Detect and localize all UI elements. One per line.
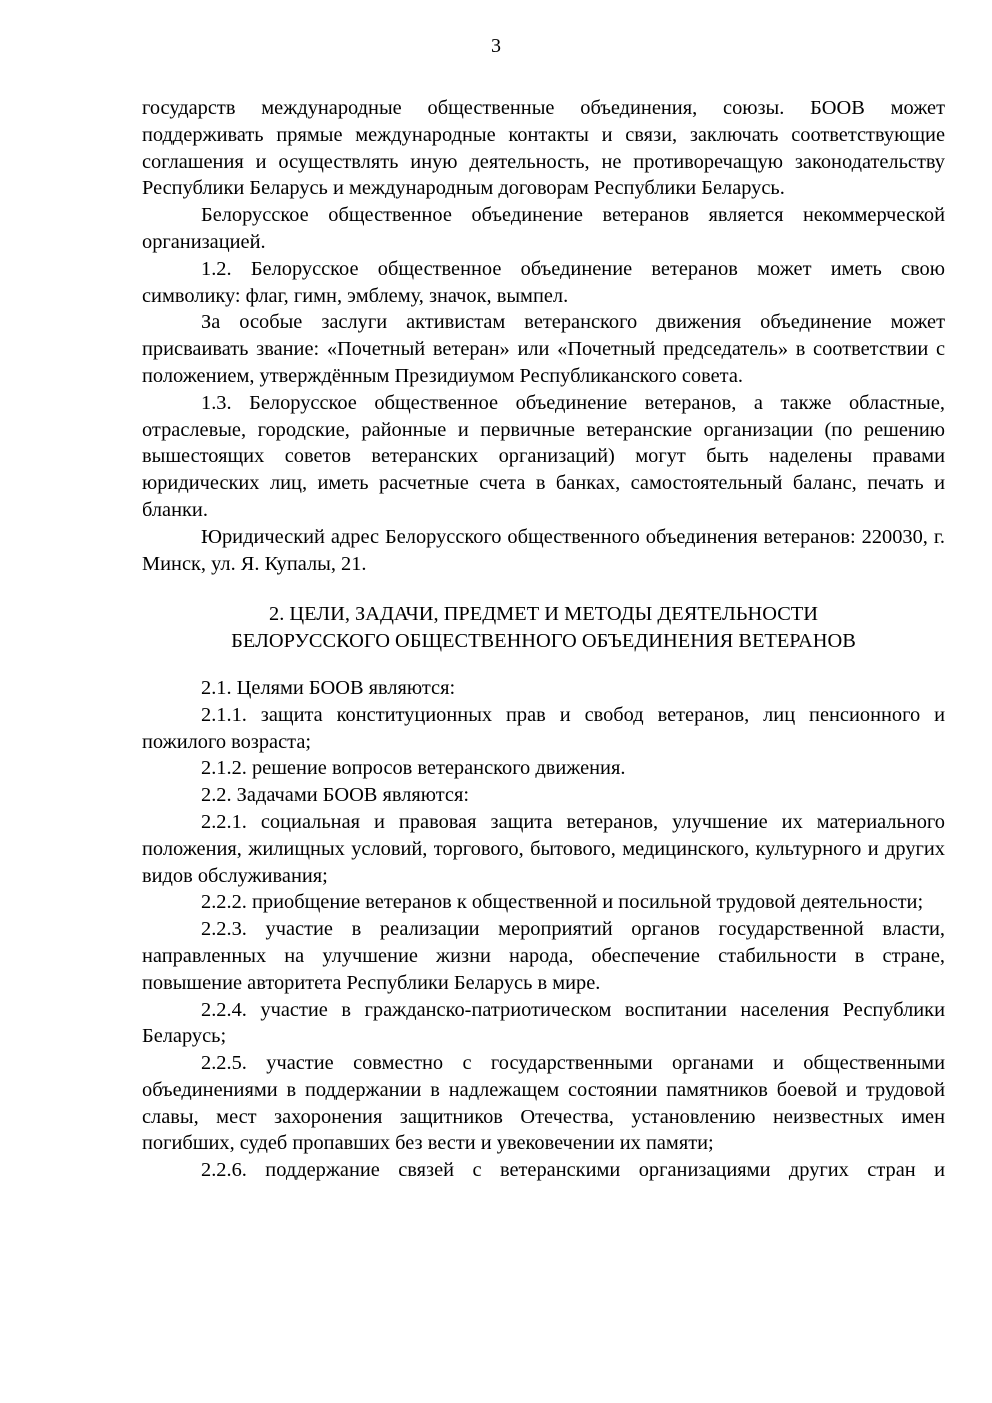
paragraph-2-2-4: 2.2.4. участие в гражданско-патриотическом воспитании населения Республики Беларусь; — [142, 998, 945, 1048]
paragraph-2-2-5: 2.2.5. участие совместно с государственными органами и общественными объединениями в поддержании в надлежащем состоянии памятников боевой и трудовой славы, мест захоронения защитников Отечества, установлению неизвестных имен погибших, судеб пропавших без вести и увековечении их памяти; — [142, 1052, 945, 1155]
document-body — [142, 95, 945, 1184]
paragraph-2-2-2: 2.2.2. приобщение ветеранов к общественной и посильной трудовой деятельности; — [201, 891, 924, 914]
paragraph-2-1-1: 2.1.1. защита конституционных прав и свобод ветеранов, лиц пенсионного и пожилого возраста; — [142, 703, 945, 753]
paragraph-honorary-titles: За особые заслуги активистам ветеранского движения объединение может присваивать звание: «Почетный ветеран» или «Почетный председатель» в соответствии с положением, утверждённым Президиумом Республиканского совета. — [142, 311, 945, 387]
section-heading-line-2: БЕЛОРУССКОГО ОБЩЕСТВЕННОГО ОБЪЕДИНЕНИЯ ВЕТЕРАНОВ — [231, 630, 856, 653]
paragraph-legal-address: Юридический адрес Белорусского общественного объединения ветеранов: 220030, г. Минск, ул. Я. Купалы, 21. — [142, 525, 945, 575]
section-heading-line-1: 2. ЦЕЛИ, ЗАДАЧИ, ПРЕДМЕТ И МЕТОДЫ ДЕЯТЕЛЬНОСТИ — [269, 603, 818, 626]
paragraph-2-2-6: 2.2.6. поддержание связей с ветеранскими организациями других стран и — [201, 1159, 945, 1182]
section-2-heading — [142, 601, 945, 655]
paragraph-1-3-legal-rights: 1.3. Белорусское общественное объединение ветеранов, а также областные, отраслевые, городские, районные и первичные ветеранские организации (по решению вышестоящих советов ветеранских организаций) могут быть наделены правами юридических лиц, иметь расчетные счета в банках, самостоятельный баланс, печать и бланки. — [142, 391, 945, 521]
paragraph-2-1-2: 2.1.2. решение вопросов ветеранского движения. — [201, 757, 626, 780]
page-number: 3 — [491, 35, 501, 57]
paragraph-2-2-3: 2.2.3. участие в реализации мероприятий органов государственной власти, направленных на улучшение жизни народа, обеспечение стабильности в стране, повышение авторитета Республики Беларусь в мире. — [142, 918, 945, 994]
paragraph-continuation: государств международные общественные объединения, союзы. БООВ может поддерживать прямые международные контакты и связи, заключать соответствующие соглашения и осуществлять иную деятельность, не противоречащую законодательству Республики Беларусь и международным договорам Республики Беларусь. — [142, 97, 945, 200]
paragraph-2-2-1: 2.2.1. социальная и правовая защита ветеранов, улучшение их материального положения, жилищных условий, торгового, бытового, медицинского, культурного и других видов обслуживания; — [142, 810, 945, 887]
paragraph-1-2-symbols: 1.2. Белорусское общественное объединение ветеранов может иметь свою символику: флаг, гимн, эмблему, значок, вымпел. — [142, 257, 945, 307]
paragraph-2-2: 2.2. Задачами БООВ являются: — [201, 784, 470, 807]
paragraph-2-1: 2.1. Целями БООВ являются: — [201, 676, 456, 699]
paragraph-noncommercial: Белорусское общественное объединение ветеранов является некоммерческой организацией. — [142, 204, 945, 253]
